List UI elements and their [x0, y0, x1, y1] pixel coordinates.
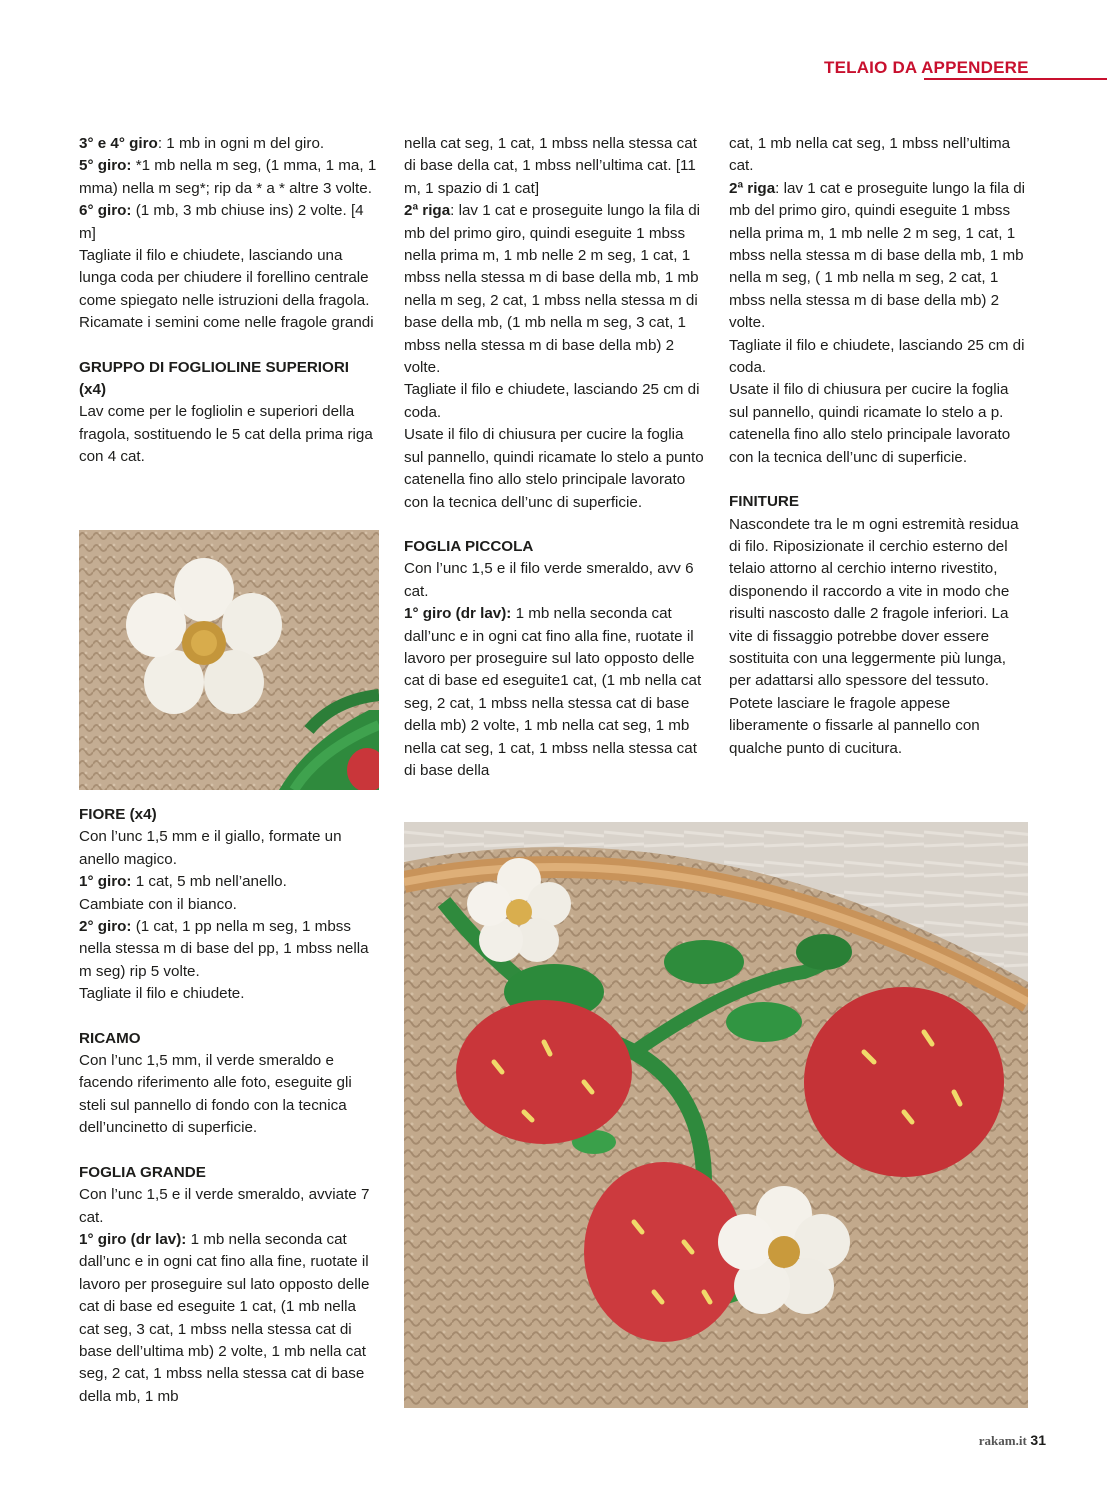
- paragraph: Usate il filo di chiusura per cucire la foglia sul pannello, quindi ricamate lo stelo a punto catenella fino allo stelo principale lavorato con la tecnica dell’unc di superficie.: [404, 426, 704, 511]
- round-label: 5° giro:: [79, 157, 132, 175]
- page-number: 31: [1030, 1432, 1046, 1448]
- paragraph: Con l’unc 1,5 mm, il verde smeraldo e facendo riferimento alle foto, eseguite gli steli sul pannello di fondo con la tecnica dell’uncinetto di superficie.: [79, 1052, 352, 1137]
- paragraph: Con l’unc 1,5 e il filo verde smeraldo, avv 6 cat.: [404, 560, 694, 600]
- round-text: *1 mb nella m seg, (1 mma, 1 ma, 1 mma) nella m seg*; rip da * a * altre 3 volte.: [79, 157, 377, 197]
- column-1-bottom: [79, 804, 379, 1408]
- paragraph: [79, 200, 379, 245]
- round-text: 1 mb nella seconda cat dall’unc e in ogni cat fino alla fine, ruotate il lavoro per proseguire sul lato opposto delle cat di base ed eseguite 1 cat, (1 mb nella cat seg, 3 cat, 1 mbss nella stessa cat di base dell’ultima mb) 2 volte, 1 mb nella cat seg, 2 cat, 1 mbss nella stessa cat di base della mb, 1 mb: [79, 1230, 370, 1405]
- paragraph: Tagliate il filo e chiudete.: [79, 985, 245, 1003]
- round-label: 1° giro (dr lav):: [79, 1230, 187, 1248]
- strawberries-photo: [404, 822, 1028, 1408]
- round-label: 2ª riga: [404, 202, 451, 220]
- paragraph: [729, 178, 1029, 335]
- section-heading: RICAMO: [79, 1029, 141, 1047]
- column-2: [404, 133, 704, 782]
- section-heading: FOGLIA PICCOLA: [404, 537, 534, 555]
- paragraph: Lav come per le fogliolin e superiori della fragola, sostituendo le 5 cat della prima riga con 4 cat.: [79, 403, 373, 466]
- section-heading: FIORE (x4): [79, 806, 157, 823]
- round-text: (1 mb, 3 mb chiuse ins) 2 volte. [4 m]: [79, 202, 364, 242]
- paragraph: [404, 603, 704, 782]
- round-text: : 1 mb in ogni m del giro.: [157, 135, 325, 152]
- column-1-top: [79, 133, 379, 469]
- round-text: (1 cat, 1 pp nella m seg, 1 mbss nella stessa m di base del pp, 1 mbss nella m seg) rip 5 volte.: [79, 918, 369, 980]
- paragraph: Cambiate con il bianco.: [79, 895, 237, 913]
- paragraph: Tagliate il filo e chiudete, lasciando 25 cm di coda.: [729, 336, 1025, 377]
- section-heading: FOGLIA GRANDE: [79, 1163, 206, 1181]
- round-text: : lav 1 cat e proseguite lungo la fila di mb del primo giro, quindi eseguite 1 mbss nella prima m, 1 mb nelle 2 m seg, 1 cat, 1 mbss nella stessa m di base della mb, 1 mb nella m seg, 2 cat, 1 mbss nella stessa m di base della mb, (1 mb nella m seg, 3 cat, 1 mbss nella stessa m di base della mb) 2 volte.: [404, 202, 701, 377]
- page-footer: [946, 1432, 1046, 1452]
- paragraph: Con l’unc 1,5 mm e il giallo, formate un anello magico.: [79, 828, 342, 868]
- round-label: 1° giro:: [79, 873, 132, 891]
- round-text: 1 cat, 5 mb nell’anello.: [131, 873, 287, 891]
- flower-closeup-photo: [79, 530, 379, 790]
- round-label: 2° giro:: [79, 918, 132, 936]
- paragraph: [79, 871, 379, 893]
- paragraph: [79, 1229, 379, 1408]
- paragraph: [79, 155, 379, 200]
- column-3: [729, 133, 1029, 760]
- paragraph: nella cat seg, 1 cat, 1 mbss nella stessa cat di base della cat, 1 mbss nell’ultima cat. [11 m, 1 spazio di 1 cat]: [404, 135, 697, 197]
- round-text: : lav 1 cat e proseguite lungo la fila di mb del primo giro, quindi eseguite 1 mbss nella prima m, 1 mb nelle 2 m seg, 1 cat, 1 mbss nella stessa m di base della mb, 1 mb nella m seg, ( 1 mb nella m seg, 2 cat, 1 mbss nella stessa m di base della mb) 2 volte.: [729, 179, 1026, 332]
- paragraph: [404, 200, 704, 379]
- round-label: 6° giro:: [79, 202, 132, 220]
- section-title: TELAIO DA APPENDERE: [824, 58, 1029, 77]
- section-heading: FINITURE: [729, 493, 800, 511]
- paragraph: Tagliate il filo e chiudete, lasciando una lunga coda per chiudere il forellino centrale come spiegato nelle istruzioni della fragola. Ricamate i semini come nelle fragole grandi: [79, 247, 374, 332]
- site-name: rakam.it: [978, 1433, 1027, 1448]
- paragraph: [79, 916, 379, 983]
- paragraph: Con l’unc 1,5 e il verde smeraldo, avviate 7 cat.: [79, 1186, 370, 1226]
- paragraph: Usate il filo di chiusura per cucire la foglia sul pannello, quindi ricamate lo stelo a p. catenella fino allo stelo principale lavorato con la tecnica dell’unc di superficie.: [729, 381, 1011, 466]
- round-label: 3° e 4° giro: [79, 135, 158, 152]
- round-text: 1 mb nella seconda cat dall’unc e in ogni cat fino alla fine, ruotate il lavoro per proseguire sul lato opposto delle cat di base ed eseguite1 cat, (1 mb nella cat seg, 2 cat, 1 mbss nella stessa cat di base della mb) 2 volte, 1 mb nella cat seg, 1 mb nella cat seg, 1 cat, 1 mbss nella stessa cat di base della: [404, 605, 702, 779]
- round-label: 1° giro (dr lav):: [404, 605, 512, 623]
- header-rule: [924, 78, 1107, 80]
- paragraph: [79, 133, 379, 155]
- strawberries-illustration: [404, 822, 1028, 1408]
- paragraph: Nascondete tra le m ogni estremità residua di filo. Riposizionate il cerchio esterno del telaio attorno al cerchio interno rivestito, disponendo il raccordo a vite in modo che risulti nascosto dalle 2 fragole inferiori. La vite di fissaggio potrebbe dover essere sostituita con una leggermente più lunga, per adattarsi allo spessore del tessuto. Potete lasciare le fragole appese liberamente o fissarle al pannello con qualche punto di cucitura.: [729, 515, 1019, 757]
- paragraph: cat, 1 mb nella cat seg, 1 mbss nell’ultima cat.: [729, 135, 1011, 175]
- flower-photo-illustration: [79, 530, 379, 790]
- round-label: 2ª riga: [729, 179, 776, 197]
- paragraph: Tagliate il filo e chiudete, lasciando 25 cm di coda.: [404, 381, 700, 421]
- section-heading: GRUPPO DI FOGLIOLINE SUPERIORI (x4): [79, 358, 350, 399]
